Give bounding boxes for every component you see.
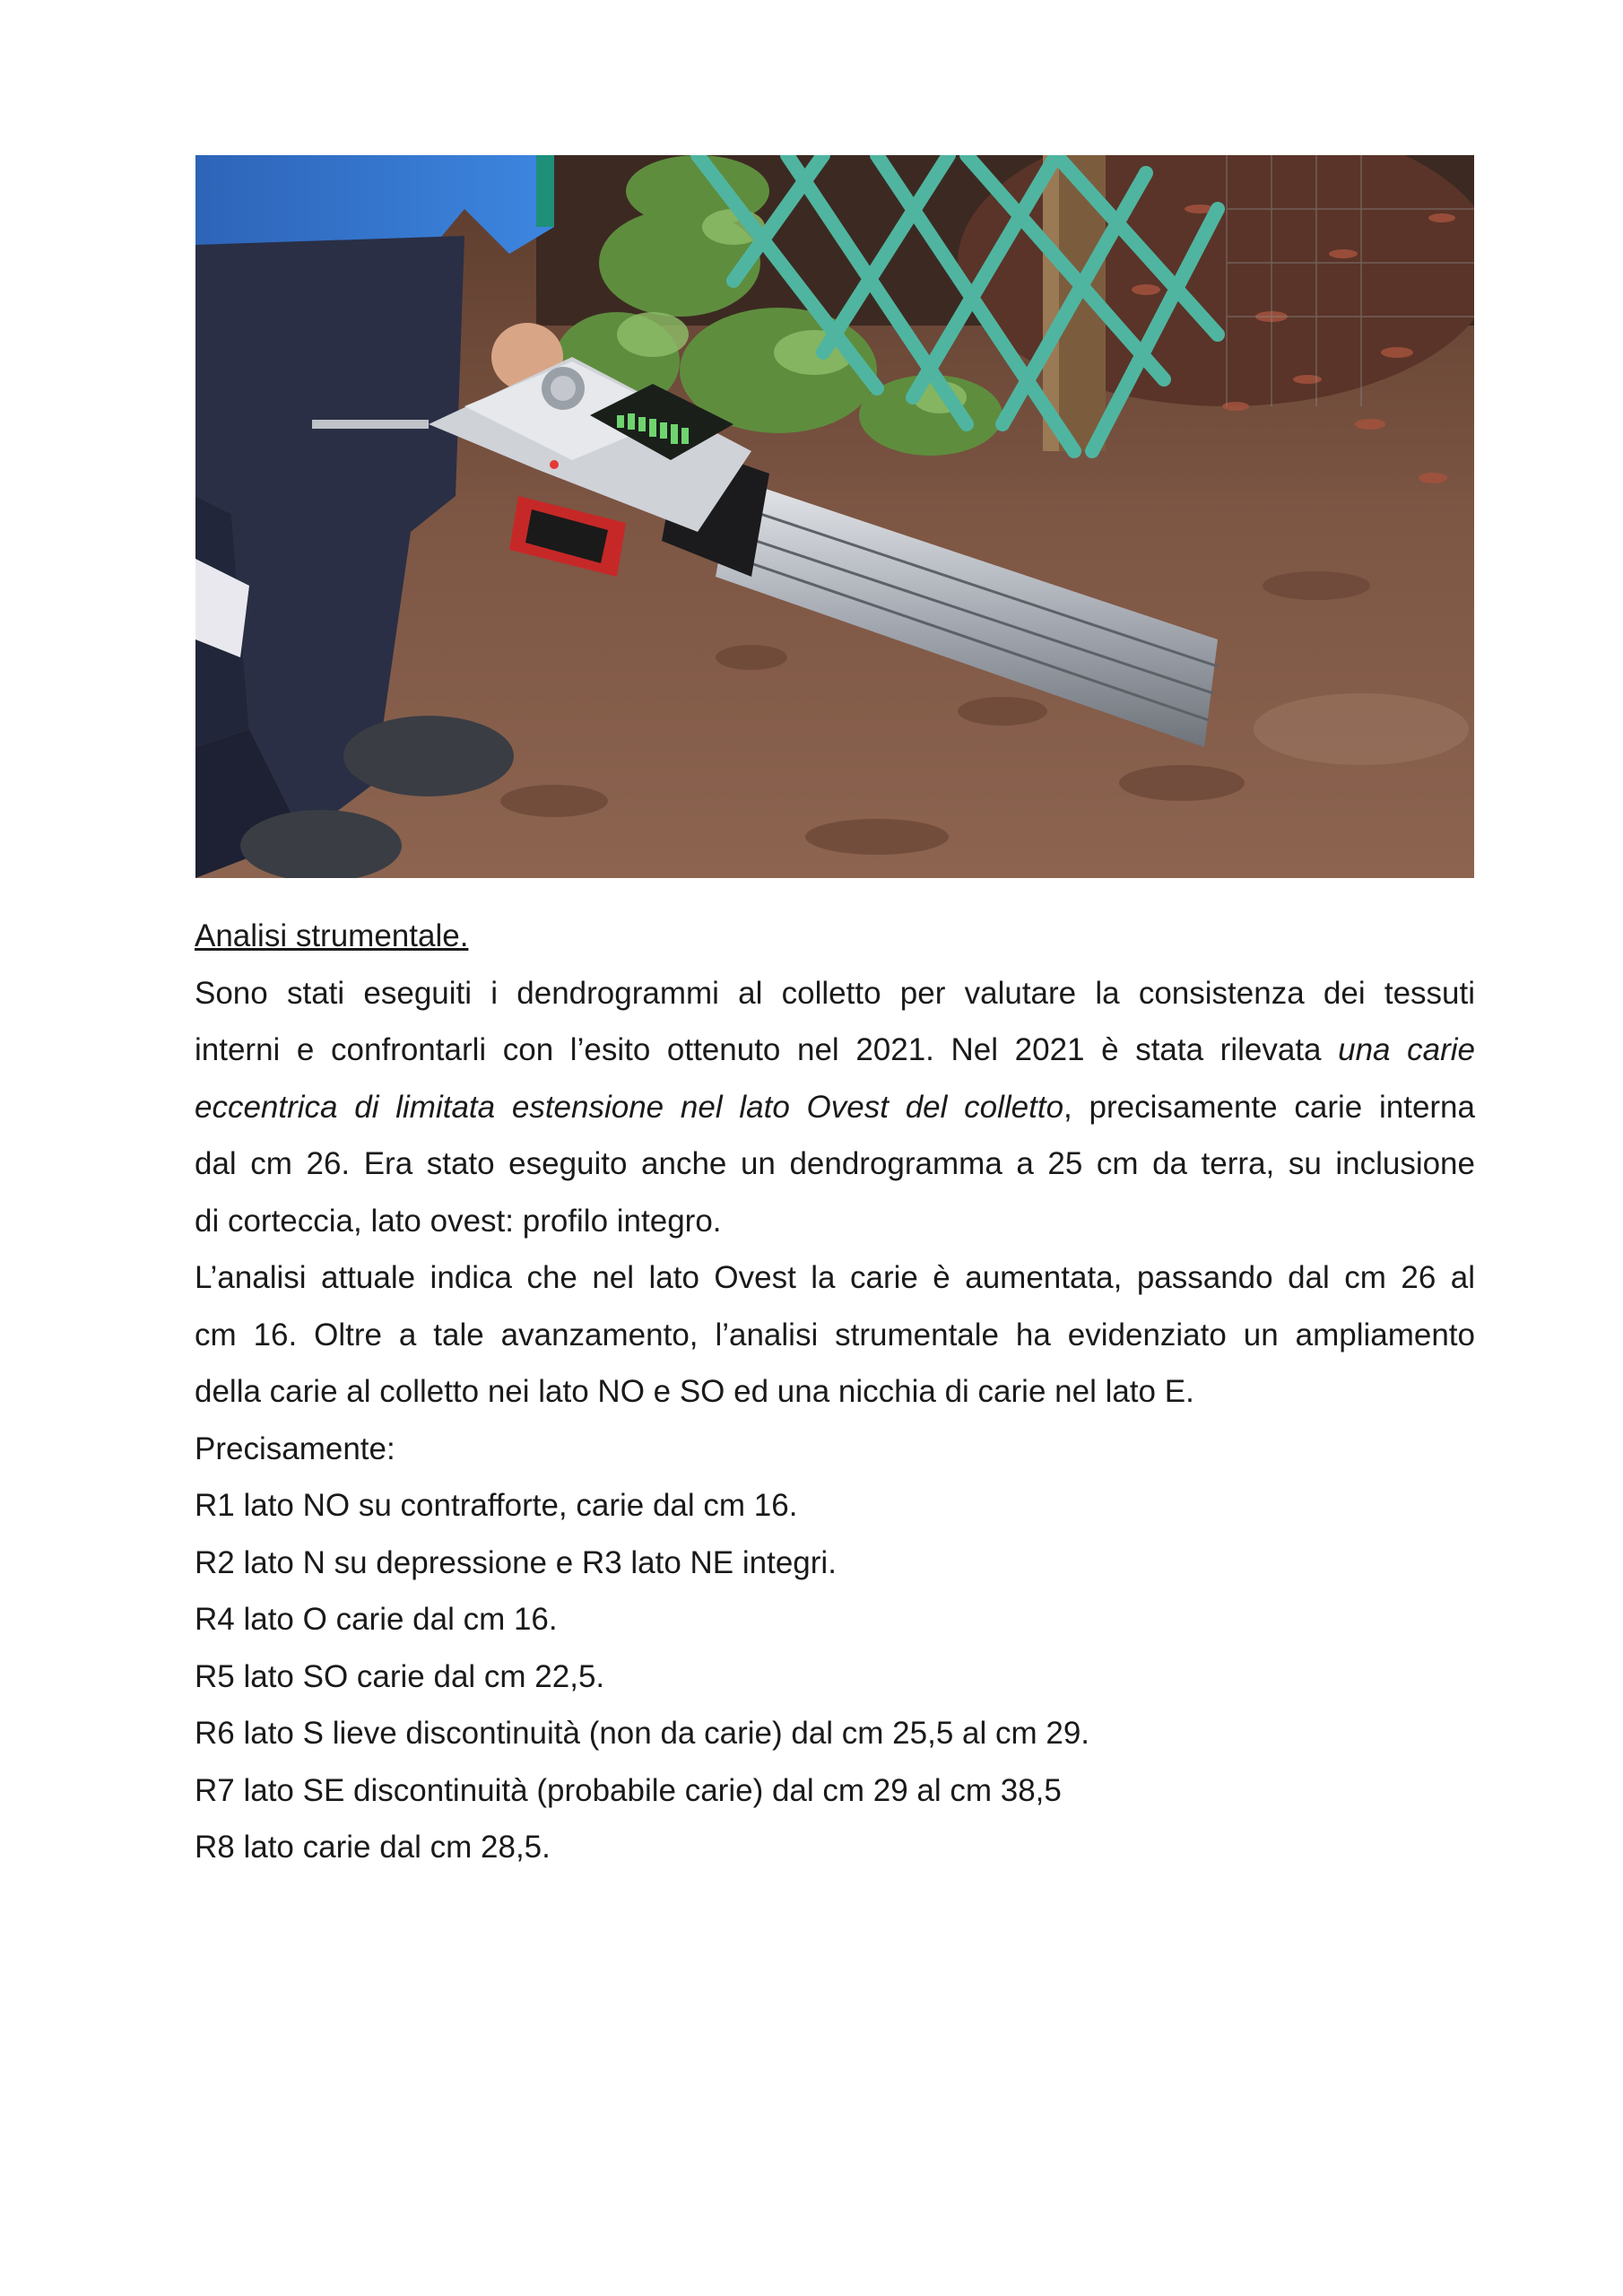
italic-text: una carie	[1338, 1032, 1475, 1067]
paragraph-line: Sono stati eseguiti i dendrogrammi al colletto per valutare la consistenza dei tessuti	[195, 975, 1475, 1011]
field-photo-resistograph	[195, 155, 1474, 878]
paragraph-current-analysis	[195, 1249, 1475, 1421]
paragraph-line: eccentrica di limitata estensione nel lato Ovest del colletto, precisamente carie interna	[195, 1089, 1475, 1125]
result-item: R6 lato S lieve discontinuità (non da carie) dal cm 25,5 al cm 29.	[195, 1716, 1090, 1751]
result-item: R5 lato SO carie dal cm 22,5.	[195, 1658, 605, 1694]
analysis-text	[195, 908, 1475, 1876]
section-heading: Analisi strumentale.	[195, 918, 469, 953]
result-item: R8 lato carie dal cm 28,5.	[195, 1830, 551, 1865]
result-item: R2 lato N su depressione e R3 lato NE integri.	[195, 1544, 837, 1580]
result-item: R4 lato O carie dal cm 16.	[195, 1602, 558, 1637]
paragraph-line: dal cm 26. Era stato eseguito anche un dendrogramma a 25 cm da terra, su inclusione	[195, 1146, 1475, 1181]
paragraph-line: cm 16. Oltre a tale avanzamento, l’analisi strumentale ha evidenziato un ampliamento	[195, 1317, 1475, 1352]
paragraph-previous-analysis	[195, 965, 1475, 1250]
paragraph-line: L’analisi attuale indica che nel lato Ovest la carie è aumentata, passando dal cm 26 al	[195, 1260, 1475, 1295]
precisamente-label: Precisamente:	[195, 1431, 395, 1466]
result-item: R1 lato NO su contrafforte, carie dal cm 16.	[195, 1488, 798, 1523]
paragraph-line: della carie al colletto nei lato NO e SO ed una nicchia di carie nel lato E.	[195, 1374, 1194, 1409]
paragraph-line: di corteccia, lato ovest: profilo integro.	[195, 1203, 722, 1239]
italic-text: eccentrica di limitata estensione nel lato Ovest del colletto	[195, 1089, 1064, 1125]
result-item: R7 lato SE discontinuità (probabile carie) dal cm 29 al cm 38,5	[195, 1772, 1062, 1808]
results-list	[195, 1477, 1475, 1876]
paragraph-line: interni e confrontarli con l’esito ottenuto nel 2021. Nel 2021 è stata rilevata una carie	[195, 1032, 1475, 1067]
